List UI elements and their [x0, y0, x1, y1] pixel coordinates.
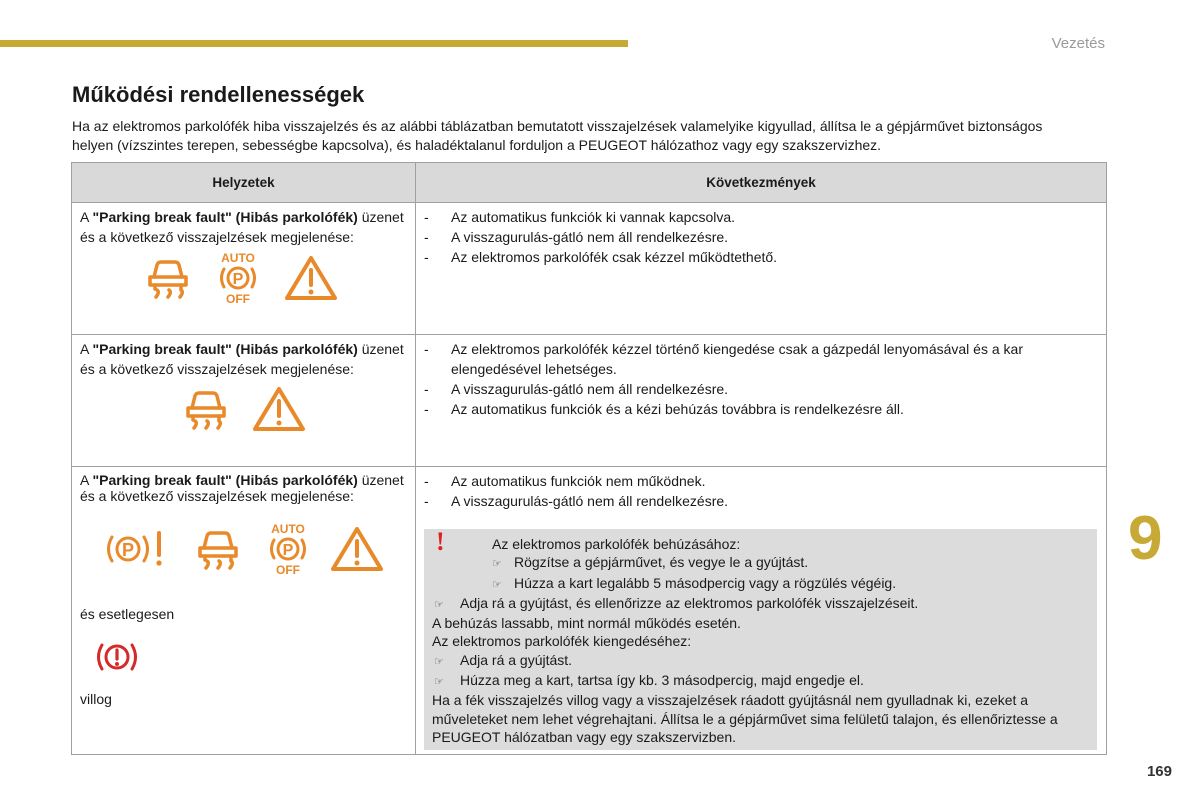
brake-warning-icon [96, 640, 138, 674]
warning-triangle-icon [252, 385, 306, 433]
p-letter: P [232, 271, 244, 288]
optional-label: és esetlegesen [80, 606, 175, 622]
situation-text: A "Parking break fault" (Hibás parkolófék) üzenet és a következő visszajelzések megjelenése: [80, 209, 404, 245]
list-item: - Az elektromos parkolófék kézzel történő kiengedése csak a gázpedál lenyomásával és a kar elengedésével lehetséges. [424, 339, 1098, 379]
p-letter: P [121, 540, 135, 560]
off-label: OFF [226, 292, 250, 305]
list-item: ☞ Húzza a kart legalább 5 másodpercig vagy a rögzülés végéig. [432, 574, 1089, 594]
consequence-cell [416, 335, 1107, 467]
situation-text: A "Parking break fault" (Hibás parkolófék) üzenet és a következő visszajelzések megjelenése: [80, 472, 404, 504]
note-text: Ha a fék visszajelzés villog vagy a visszajelzések ráadott gyújtásnál nem gyulladnak ki, ezeket a műveleteket nem lehet végrehajtani. Állítsa le a gépjárművet sima felületű talajon, és ellenőriztesse a PEUGEOT hálózatban vagy egy szakszervizben. [432, 692, 1058, 745]
list-item: - Az elektromos parkolófék csak kézzel működtethető. [424, 247, 1098, 267]
release-title: Az elektromos parkolófék kiengedéséhez: [432, 633, 692, 650]
malfunction-table [71, 162, 1107, 755]
list-item: - A visszagurulás-gátló nem áll rendelkezésre. [424, 379, 1098, 399]
consequence-list [424, 207, 1098, 267]
column-header-situations: Helyzetek [72, 163, 416, 203]
auto-label: AUTO [221, 251, 255, 265]
pointing-hand-icon: ☞ [434, 655, 444, 668]
list-item: ☞ Adja rá a gyújtást, és ellenőrizze az elektromos parkolófék visszajelzéseit. [432, 594, 1089, 614]
apply-title: Az elektromos parkolófék behúzásához: [492, 536, 741, 552]
p-letter: P [282, 542, 294, 559]
consequence-cell [416, 203, 1107, 335]
auto-label: AUTO [271, 522, 305, 536]
stability-control-icon [194, 526, 242, 572]
list-item: - Az automatikus funkciók és a kézi behúzás továbbra is rendelkezésre áll. [424, 399, 1098, 419]
list-item: - A visszagurulás-gátló nem áll rendelkezésre. [424, 227, 1098, 247]
page-title: Működési rendellenességek [72, 82, 365, 107]
section-label: Vezetés [1051, 35, 1105, 52]
note-text: A behúzás lassabb, mint normál működés esetén. [432, 615, 741, 632]
list-item: - Az automatikus funkciók ki vannak kapcsolva. [424, 207, 1098, 227]
blink-label: villog [80, 691, 112, 707]
column-header-consequences: Következmények [416, 163, 1107, 203]
consequence-cell [416, 467, 1107, 755]
stability-control-icon [182, 386, 230, 432]
pointing-hand-icon: ☞ [492, 558, 502, 571]
stability-control-icon [144, 255, 192, 301]
exclamation-icon: ! [436, 527, 445, 556]
indicator-row [182, 385, 407, 433]
pointing-hand-icon: ☞ [492, 578, 502, 591]
chapter-number: 9 [1128, 504, 1163, 573]
warning-triangle-icon [284, 254, 338, 302]
pointing-hand-icon: ☞ [434, 598, 444, 611]
warning-triangle-icon [330, 525, 384, 573]
table-row [72, 335, 1107, 467]
page-number: 169 [1146, 763, 1172, 780]
parking-brake-fault-icon [102, 529, 166, 569]
table-header-row [72, 163, 1107, 203]
off-label: OFF [276, 563, 300, 576]
situation-cell [72, 467, 416, 755]
auto-p-off-icon [266, 522, 310, 576]
consequence-list [424, 471, 1098, 511]
table-row [72, 467, 1107, 755]
situation-cell [72, 203, 416, 335]
indicator-row [144, 251, 407, 305]
indicator-row [96, 640, 407, 677]
situation-text: A "Parking break fault" (Hibás parkolófék) üzenet és a következő visszajelzések megjelenése: [80, 341, 404, 377]
intro-paragraph: Ha az elektromos parkolófék hiba visszajelzés és az alábbi táblázatban bemutatott visszajelzések valamelyike kigyullad, állítsa le a gépjárművet biztonságos helyen (vízszintes terepen, sebességbe kapcsolva), és haladéktalanul forduljon a PEUGEOT hálózathoz vagy egy szakszervizhez. [72, 118, 1043, 153]
situation-cell [72, 335, 416, 467]
list-item: ☞ Rögzítse a gépjárművet, és vegye le a gyújtást. [432, 553, 1089, 573]
header-accent-bar [0, 40, 628, 47]
auto-p-off-icon [216, 251, 260, 305]
indicator-row [102, 522, 407, 576]
list-item: - Az automatikus funkciók nem működnek. [424, 471, 1098, 491]
list-item: - A visszagurulás-gátló nem áll rendelkezésre. [424, 491, 1098, 511]
list-item: ☞ Húzza meg a kart, tartsa így kb. 3 másodpercig, majd engedje el. [432, 671, 1089, 691]
consequence-list [424, 339, 1098, 419]
warning-note-box [424, 529, 1097, 750]
table-row [72, 203, 1107, 335]
pointing-hand-icon: ☞ [434, 676, 444, 689]
list-item: ☞ Adja rá a gyújtást. [432, 651, 1089, 671]
